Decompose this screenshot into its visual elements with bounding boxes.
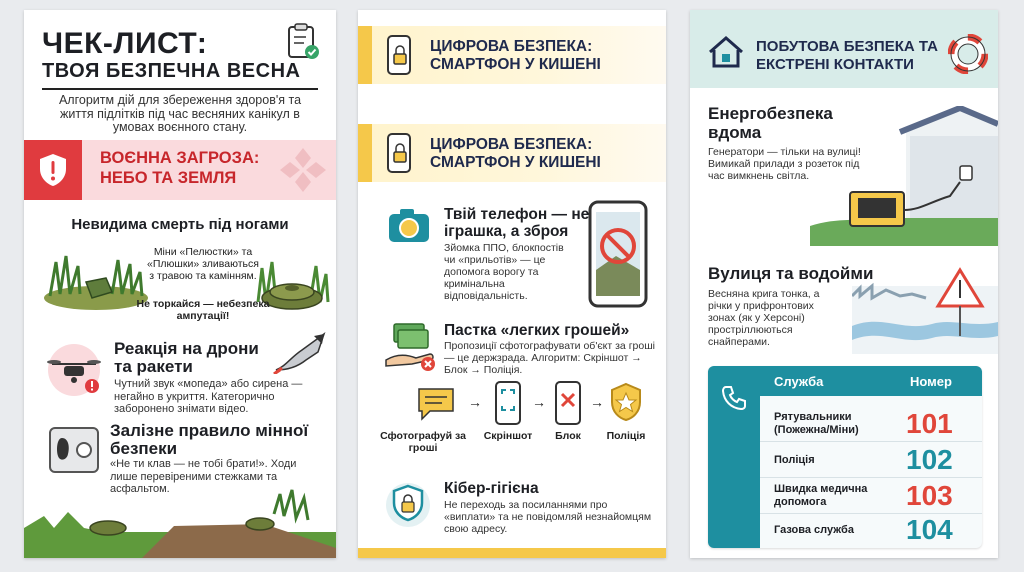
digital-header-title-1: ЦИФРОВА БЕЗПЕКА: СМАРТФОН У КИШЕНІ (430, 38, 601, 73)
ornament-icon (278, 146, 328, 194)
home-header-title: ПОБУТОВА БЕЗПЕКА ТА ЕКСТРЕНІ КОНТАКТИ (756, 38, 938, 73)
money-text: Пропозиції сфотографувати об'єкт за гроші — це держзрада. Алгоритм: Скріншот → Блок → Поліція. (444, 340, 655, 376)
lifebuoy-icon (948, 34, 988, 74)
flow-arrow: → (590, 394, 604, 410)
table-row (760, 406, 982, 442)
table-row (760, 478, 982, 514)
cyber-shield-icon (384, 480, 432, 530)
digital-header-2 (358, 124, 666, 182)
flow-step-label: Сфотографуй за гроші (380, 430, 466, 454)
flow-step-label: Скріншот (483, 430, 533, 442)
footer-bar (358, 548, 666, 558)
home-header (690, 10, 998, 88)
table-row (760, 512, 982, 548)
column-header-service: Служба (774, 374, 824, 389)
emergency-contacts-table (708, 366, 982, 548)
service-number: 101 (906, 408, 953, 439)
service-name: Газова служба (774, 523, 854, 536)
digital-header-1 (358, 26, 666, 84)
flow-step-label: Блок (555, 430, 581, 442)
path-grass-illustration (24, 488, 336, 558)
service-name: Швидка медична допомога (774, 483, 868, 508)
shield-alert-icon (37, 152, 69, 188)
service-number: 103 (906, 480, 953, 511)
iron-rule-heading: Залізне правило мінної безпеки (110, 421, 309, 458)
shield-block (24, 140, 82, 200)
phone-heading: Твій телефон — не іграшка, а зброя (444, 206, 590, 240)
house-generator-illustration (810, 106, 998, 246)
mines-heading: Невидима смерть під ногами (71, 216, 289, 233)
intro-text: Алгоритм дій для збереження здоров'я та життя підлітків під час весняних канікул в умовах воєнного стану. (58, 93, 302, 134)
street-text: Весняна крига тонка, а річки у прифронтових зонах (як у Херсоні) простріллюються снайперами. (708, 288, 820, 348)
service-number: 104 (906, 514, 953, 545)
phone-lock-icon (384, 132, 416, 174)
phone-lock-icon (384, 34, 416, 76)
rocket-icon (272, 328, 330, 374)
drone-icon (44, 342, 106, 398)
checklist-subtitle: ТВОЯ БЕЗПЕЧНА ВЕСНА (42, 60, 301, 82)
iron-rule-text: «Не ти клав — не тобі брати!». Ходи лише перевіреними стежками та асфальтом. (110, 458, 297, 495)
police-badge-icon (608, 382, 644, 422)
war-threat-banner (24, 140, 336, 200)
panel-home-safety (690, 10, 998, 558)
camera-icon (386, 206, 432, 246)
money-hand-icon (382, 320, 438, 372)
phone-no-photo-icon (586, 200, 650, 308)
chat-message-icon (416, 386, 456, 422)
flow-arrow: → (468, 394, 482, 410)
cyber-heading: Кібер-гігієна (444, 480, 539, 497)
title-divider (42, 88, 318, 90)
clipboard-check-icon (282, 22, 322, 62)
phone-text: Зйомка ППО, блокпостів чи «прильотів» — це допомога ворогу та кримінальна відповідальність. (444, 242, 564, 302)
phone-call-icon (720, 384, 748, 412)
energy-text: Генератори — тільки на вулиці! Вимикай прилади з розеток під час вимкнень світла. (708, 146, 861, 182)
phone-screenshot-icon (494, 380, 522, 426)
phone-block-icon (554, 380, 582, 426)
money-heading: Пастка «легких грошей» (444, 322, 630, 339)
river-warning-illustration (852, 266, 998, 354)
column-header-number: Номер (910, 374, 952, 389)
mines-warning: Не торкайся — небезпека ампутації! (136, 298, 270, 322)
flow-arrow: → (532, 394, 546, 410)
energy-heading: Енергобезпека вдома (708, 104, 833, 142)
cyber-text: Не переходь за посиланнями про «виплати» та не повідомляй незнайомцям свою адресу. (444, 499, 652, 535)
checklist-title: ЧЕК-ЛИСТ: (42, 27, 208, 60)
flow-step-label: Поліція (606, 430, 646, 442)
street-heading: Вулиця та водойми (708, 264, 874, 283)
digital-header-title-2: ЦИФРОВА БЕЗПЕКА: СМАРТФОН У КИШЕНІ (430, 136, 601, 171)
banner-title: ВОЄННА ЗАГРОЗА: НЕБО ТА ЗЕМЛЯ (100, 149, 260, 187)
service-name: Рятувальники (Пожежна/Міни) (774, 411, 859, 436)
table-row (760, 442, 982, 478)
service-name: Поліція (774, 453, 815, 466)
drones-text: Чутний звук «мопеда» або сирена — негайно в укриття. Категорично заборонено знімати відео. (114, 378, 303, 415)
drones-heading: Реакція на дрони та ракети (114, 339, 259, 376)
service-number: 102 (906, 444, 953, 475)
panel-war-threat (24, 10, 336, 558)
safe-footprint-icon (46, 424, 102, 476)
panel-digital-safety (358, 10, 666, 558)
mines-note: Міни «Пелюстки» та «Плюшки» зливаються з травою та камінням. (147, 246, 259, 282)
house-plug-icon (706, 32, 746, 72)
